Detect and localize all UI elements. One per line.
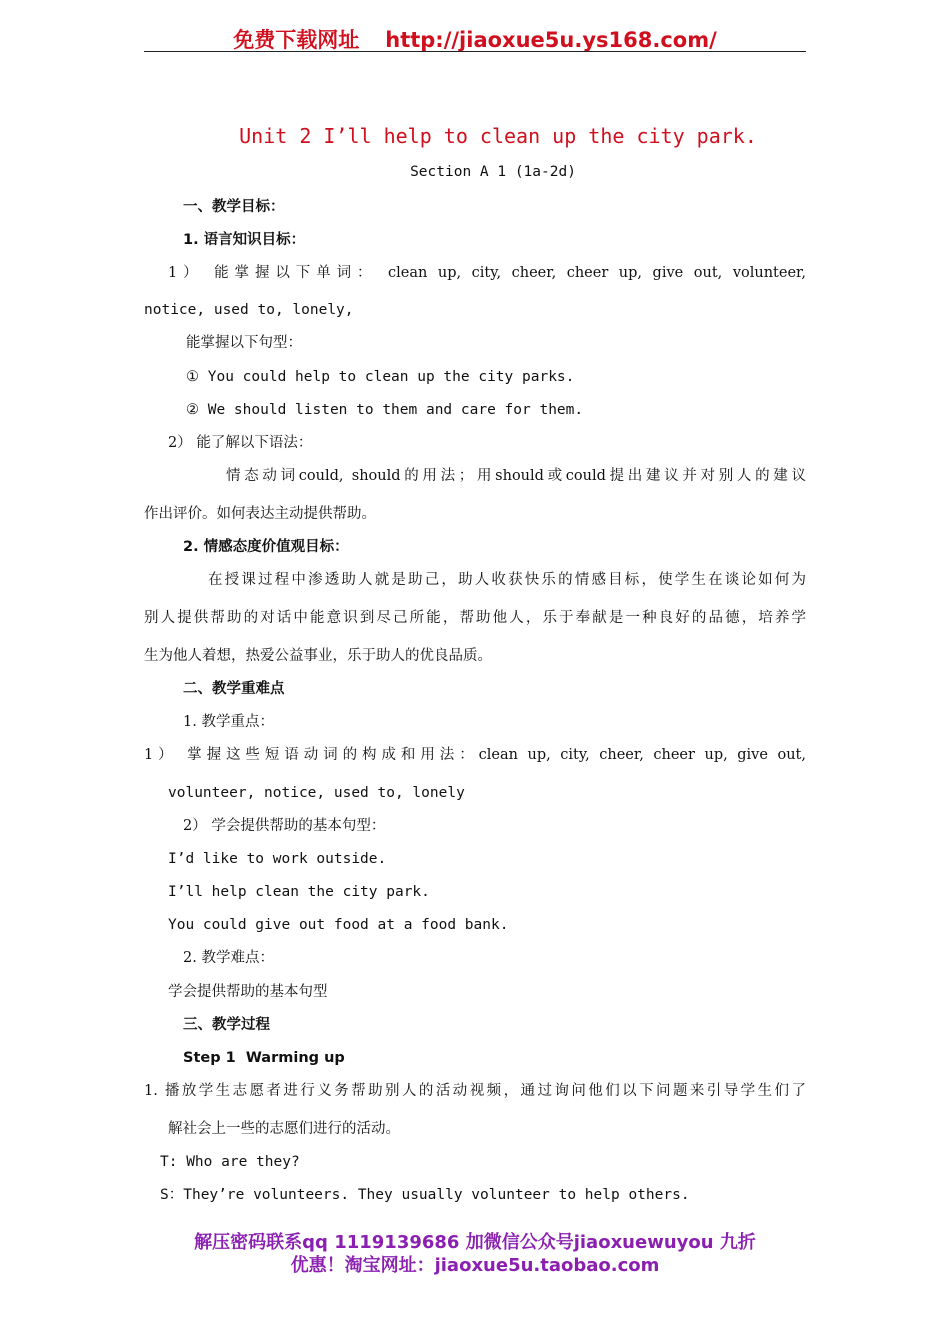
example-sentence: I’d like to work outside.: [168, 851, 387, 867]
paragraph-line: 2） 能了解以下语法：: [168, 435, 313, 451]
example-sentence: You could give out food at a food bank.: [168, 917, 509, 933]
subheading-key-points: 1. 教学重点：: [183, 714, 274, 730]
header-url-link[interactable]: http://jiaoxue5u.ys168.com/: [385, 28, 717, 52]
download-header: [0, 24, 950, 54]
paragraph-line: volunteer, notice, used to, lonely: [168, 785, 465, 801]
dialogue-line: S：They’re volunteers. They usually volunteer to help others.: [160, 1187, 690, 1203]
paragraph-line: 能掌握以下句型：: [186, 335, 302, 351]
paragraph-line: 作出评价。如何表达主动提供帮助。: [144, 506, 376, 522]
paragraph-line: 2） 学会提供帮助的基本句型：: [183, 818, 386, 834]
footer-shop-line: 优惠！淘宝网址：jiaoxue5u.taobao.com: [290, 1255, 660, 1276]
section-heading-objectives: 一、教学目标：: [183, 199, 285, 215]
example-sentence: ① You could help to clean up the city parks.: [186, 369, 575, 385]
paragraph-line: 1） 掌握这些短语动词的构成和用法：clean up, city, cheer, cheer up, give out,: [144, 747, 806, 763]
paragraph-line: notice, used to, lonely,: [144, 302, 354, 318]
header-label: 免费下载网址: [233, 28, 360, 52]
subheading-language-goals: 1. 语言知识目标：: [183, 232, 306, 248]
footer-contact-line: 解压密码联系qq 1119139686 加微信公众号jiaoxuewuyou 九折: [194, 1232, 756, 1253]
paragraph-line: 生为他人着想，热爱公益事业，乐于助人的优良品质。: [144, 648, 492, 664]
example-sentence: ② We should listen to them and care for them.: [186, 402, 584, 418]
paragraph-line: 在授课过程中渗透助人就是助己，助人收获快乐的情感目标，使学生在谈论如何为: [208, 572, 806, 588]
paragraph-line: 情态动词could, should的用法；用should或could提出建议并对别人的建议: [226, 468, 806, 484]
document-title: Unit 2 I’ll help to clean up the city park.: [239, 124, 757, 148]
document-subtitle: Section A 1 (1a-2d): [410, 164, 576, 180]
paragraph-line: 1. 播放学生志愿者进行义务帮助别人的活动视频，通过询问他们以下问题来引导学生们了: [144, 1083, 806, 1099]
paragraph-line: 1） 能掌握以下单词： clean up, city, cheer, cheer up, give out, volunteer,: [168, 265, 806, 281]
paragraph-line: 解社会上一些的志愿们进行的活动。: [168, 1121, 400, 1137]
subheading-attitude-goals: 2. 情感态度价值观目标：: [183, 539, 349, 555]
dialogue-line: T: Who are they?: [160, 1154, 300, 1170]
section-heading-process: 三、教学过程: [183, 1017, 270, 1033]
example-sentence: I’ll help clean the city park.: [168, 884, 430, 900]
section-heading-key-points: 二、教学重难点: [183, 681, 285, 697]
paragraph-line: 别人提供帮助的对话中能意识到尽己所能，帮助他人，乐于奉献是一种良好的品德，培养学: [144, 610, 806, 626]
header-divider: [144, 51, 806, 52]
subheading-difficulties: 2. 教学难点：: [183, 950, 274, 966]
step-heading: Step 1 Warming up: [183, 1050, 345, 1066]
paragraph-line: 学会提供帮助的基本句型: [168, 984, 328, 1000]
